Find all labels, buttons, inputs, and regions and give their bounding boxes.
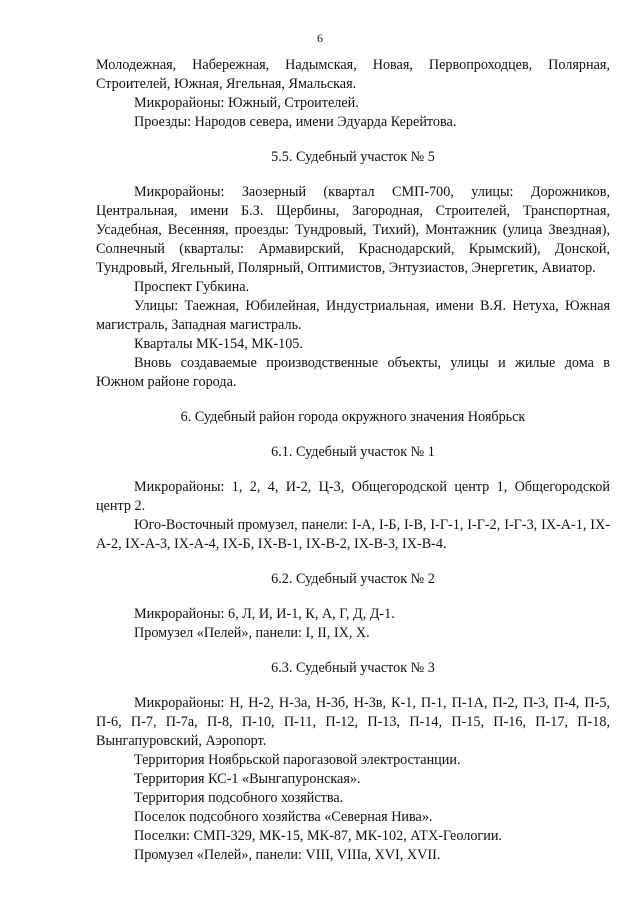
passages-paragraph: Проезды: Народов севера, имени Эдуарда Керейтова. (134, 114, 457, 130)
section-5-5-paragraph-4: Кварталы МК-154, МК-105. (134, 336, 303, 352)
section-6-3-heading: 6.3. Судебный участок № 3 (271, 660, 435, 676)
districts-paragraph: Микрорайоны: Южный, Строителей. (134, 95, 359, 111)
section-6-3-paragraph-4: Территория подсобного хозяйства. (134, 790, 344, 806)
section-5-5-paragraph-5: Вновь создаваемые производственные объекты, улицы и жилые дома в Южном районе города. (96, 355, 610, 390)
section-6-1-paragraph-1: Микрорайоны: 1, 2, 4, И-2, Ц-3, Общегородской центр 1, Общегородской центр 2. (96, 479, 610, 514)
section-6-3-paragraph-3: Территория КС-1 «Вынгапуронская». (134, 771, 361, 787)
section-6-heading: 6. Судебный район города окружного значения Ноябрьск (180, 409, 526, 425)
section-5-5-paragraph-2: Проспект Губкина. (134, 279, 250, 295)
section-6-2-heading: 6.2. Судебный участок № 2 (271, 571, 435, 587)
section-6-3-paragraph-6: Поселки: СМП-329, МК-15, МК-87, МК-102, АТХ-Геологии. (134, 828, 502, 844)
page-number: 6 (317, 31, 323, 45)
section-6-1-heading: 6.1. Судебный участок № 1 (271, 444, 435, 460)
section-6-3-paragraph-7: Промузел «Пелей», панели: VIII, VIIIа, XVI, XVII. (134, 847, 441, 863)
section-6-2-paragraph-1: Микрорайоны: 6, Л, И, И-1, К, А, Г, Д, Д-1. (134, 606, 395, 622)
document-body (96, 56, 610, 865)
section-6-3-paragraph-5: Поселок подсобного хозяйства «Северная Нива». (134, 809, 433, 825)
continued-streets-paragraph: Молодежная, Набережная, Надымская, Новая, Первопроходцев, Полярная, Строителей, Южная, Ягельная, Ямальская. (96, 57, 610, 92)
section-6-3-paragraph-1: Микрорайоны: Н, Н-2, Н-3а, Н-3б, Н-3в, К-1, П-1, П-1А, П-2, П-3, П-4, П-5, П-6, П-7, П-7а, П-8, П-10, П-11, П-12, П-13, П-14, П-15, П-16, П-17, П-18, Вынгапуровский, Аэропорт. (96, 695, 610, 749)
section-6-2-paragraph-2: Промузел «Пелей», панели: I, II, IX, X. (134, 625, 370, 641)
section-5-5-paragraph-1: Микрорайоны: Заозерный (квартал СМП-700, улицы: Дорожников, Центральная, имени Б.З. Щербины, Загородная, Строителей, Транспортная, Усадебная, Весенняя, проезды: Тундровый, Тихий), Монтажник (улица Звездная), Солнечный (кварталы: Армавирский, Краснодарский, Крымский), Донской, Тундровый, Ягельный, Полярный, Оптимистов, Энтузиастов, Энергетик, Авиатор. (96, 184, 610, 276)
section-5-5-heading: 5.5. Судебный участок № 5 (271, 149, 435, 165)
section-6-1-paragraph-2: Юго-Восточный промузел, панели: I-А, I-Б, I-В, I-Г-1, I-Г-2, I-Г-3, IX-А-1, IX-А-2, IX-А-3, IX-А-4, IX-Б, IX-В-1, IX-В-2, IX-В-3, IX-В-4. (96, 517, 610, 552)
section-6-3-paragraph-2: Территория Ноябрьской парогазовой электростанции. (134, 752, 461, 768)
section-5-5-paragraph-3: Улицы: Таежная, Юбилейная, Индустриальная, имени В.Я. Нетуха, Южная магистраль, Западная магистраль. (96, 298, 610, 333)
